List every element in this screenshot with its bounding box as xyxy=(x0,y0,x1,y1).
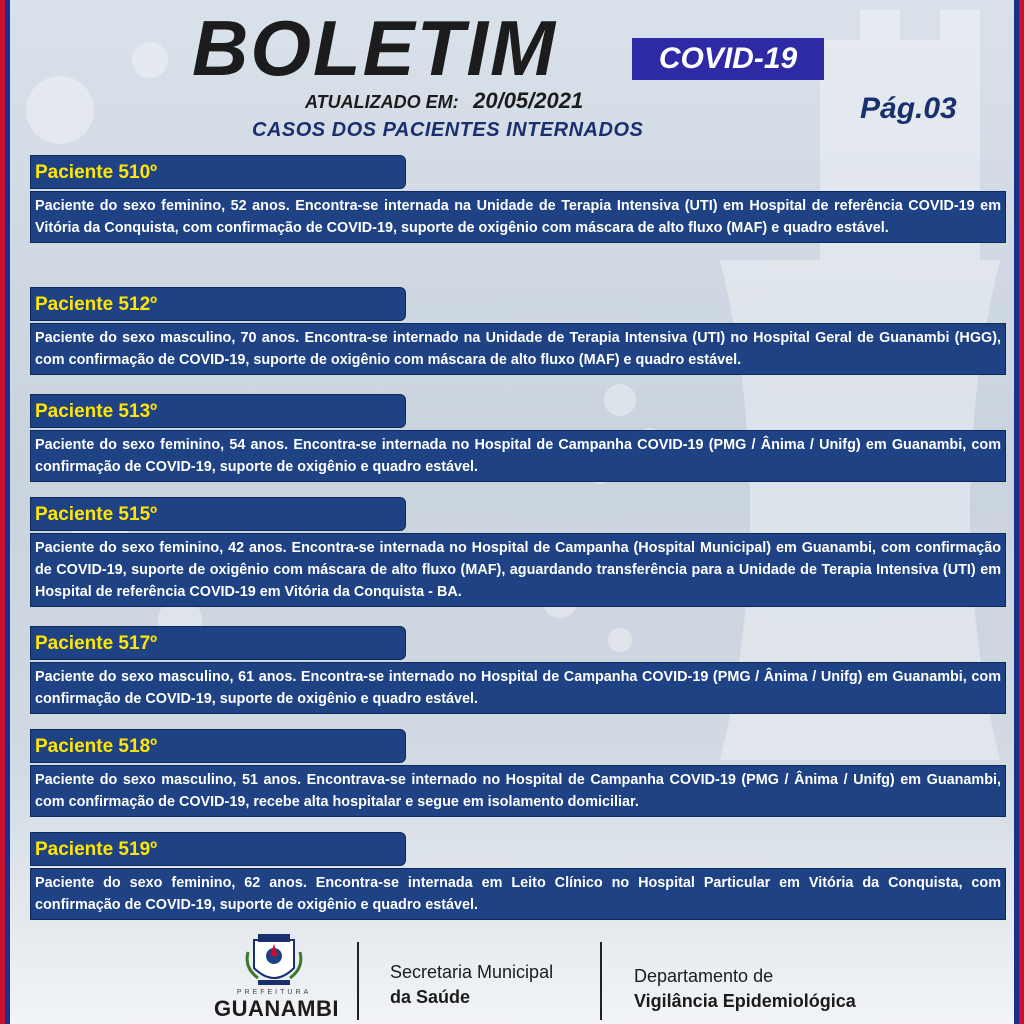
org-saude-line2: da Saúde xyxy=(390,987,471,1007)
patient-label: Paciente 518º xyxy=(30,729,406,763)
patient-description: Paciente do sexo feminino, 52 anos. Encontra-se internada na Unidade de Terapia Intensiva (UTI) em Hospital de referência COVID-19 em Vitória da Conquista, com confirmação de COVID-19, suporte de oxigênio com máscara de alto fluxo (MAF) e quadro estável. xyxy=(30,191,1006,243)
patient-description: Paciente do sexo masculino, 61 anos. Encontra-se internado no Hospital de Campanha COVID-19 (PMG / Ânima / Unifg) em Guanambi, com confirmação de COVID-19, suporte de oxigênio e quadro estável. xyxy=(30,662,1006,714)
footer-org-saude xyxy=(390,960,553,1010)
frame-right-stripe xyxy=(1014,0,1024,1024)
footer-divider xyxy=(600,942,602,1020)
patient-description: Paciente do sexo masculino, 70 anos. Encontra-se internado na Unidade de Terapia Intensiva (UTI) no Hospital Geral de Guanambi (HGG), com confirmação de COVID-19, suporte de oxigênio com máscara de alto fluxo (MAF) e quadro estável. xyxy=(30,323,1006,375)
patient-label: Paciente 519º xyxy=(30,832,406,866)
patient-description: Paciente do sexo feminino, 42 anos. Encontra-se internada no Hospital de Campanha (Hospital Municipal) em Guanambi, com confirmação de COVID-19, suporte de oxigênio com máscara de alto fluxo (MAF), aguardando transferência para a Unidade de Terapia Intensiva (UTI) em Hospital de referência COVID-19 em Vitória da Conquista - BA. xyxy=(30,533,1006,607)
logo-guanambi-text: GUANAMBI xyxy=(214,996,339,1021)
org-vigilancia-line2: Vigilância Epidemiológica xyxy=(634,991,856,1011)
patient-description: Paciente do sexo masculino, 51 anos. Encontrava-se internado no Hospital de Campanha COVID-19 (PMG / Ânima / Unifg) em Guanambi, com confirmação de COVID-19, recebe alta hospitalar e segue em isolamento domiciliar. xyxy=(30,765,1006,817)
guanambi-logo xyxy=(214,932,339,1024)
patient-label: Paciente 515º xyxy=(30,497,406,531)
page-number: Pág.03 xyxy=(860,92,957,125)
logo-prefeitura-text: PREFEITURA xyxy=(236,989,312,996)
patient-description: Paciente do sexo feminino, 62 anos. Encontra-se internada em Leito Clínico no Hospital Particular em Vitória da Conquista, com confirmação de COVID-19, suporte de oxigênio e quadro estável. xyxy=(30,868,1006,920)
covid-badge: COVID-19 xyxy=(632,38,824,80)
page-title: BOLETIM xyxy=(192,4,557,92)
patient-label: Paciente 513º xyxy=(30,394,406,428)
footer xyxy=(0,930,1024,1024)
patient-label: Paciente 510º xyxy=(30,155,406,189)
org-vigilancia-line1: Departamento de xyxy=(634,966,774,986)
updated-line xyxy=(305,88,583,114)
footer-divider xyxy=(357,942,359,1020)
patient-description: Paciente do sexo feminino, 54 anos. Encontra-se internada no Hospital de Campanha COVID-19 (PMG / Ânima / Unifg) em Guanambi, com confirmação de COVID-19, suporte de oxigênio e quadro estável. xyxy=(30,430,1006,482)
frame-left-stripe xyxy=(0,0,10,1024)
patient-label: Paciente 517º xyxy=(30,626,406,660)
updated-date: 20/05/2021 xyxy=(473,88,584,113)
updated-label: ATUALIZADO EM: xyxy=(305,92,459,112)
coat-of-arms-icon xyxy=(214,932,334,992)
page-subtitle: CASOS DOS PACIENTES INTERNADOS xyxy=(252,119,644,141)
patient-label: Paciente 512º xyxy=(30,287,406,321)
org-saude-line1: Secretaria Municipal xyxy=(390,962,554,982)
footer-org-vigilancia xyxy=(634,964,856,1014)
